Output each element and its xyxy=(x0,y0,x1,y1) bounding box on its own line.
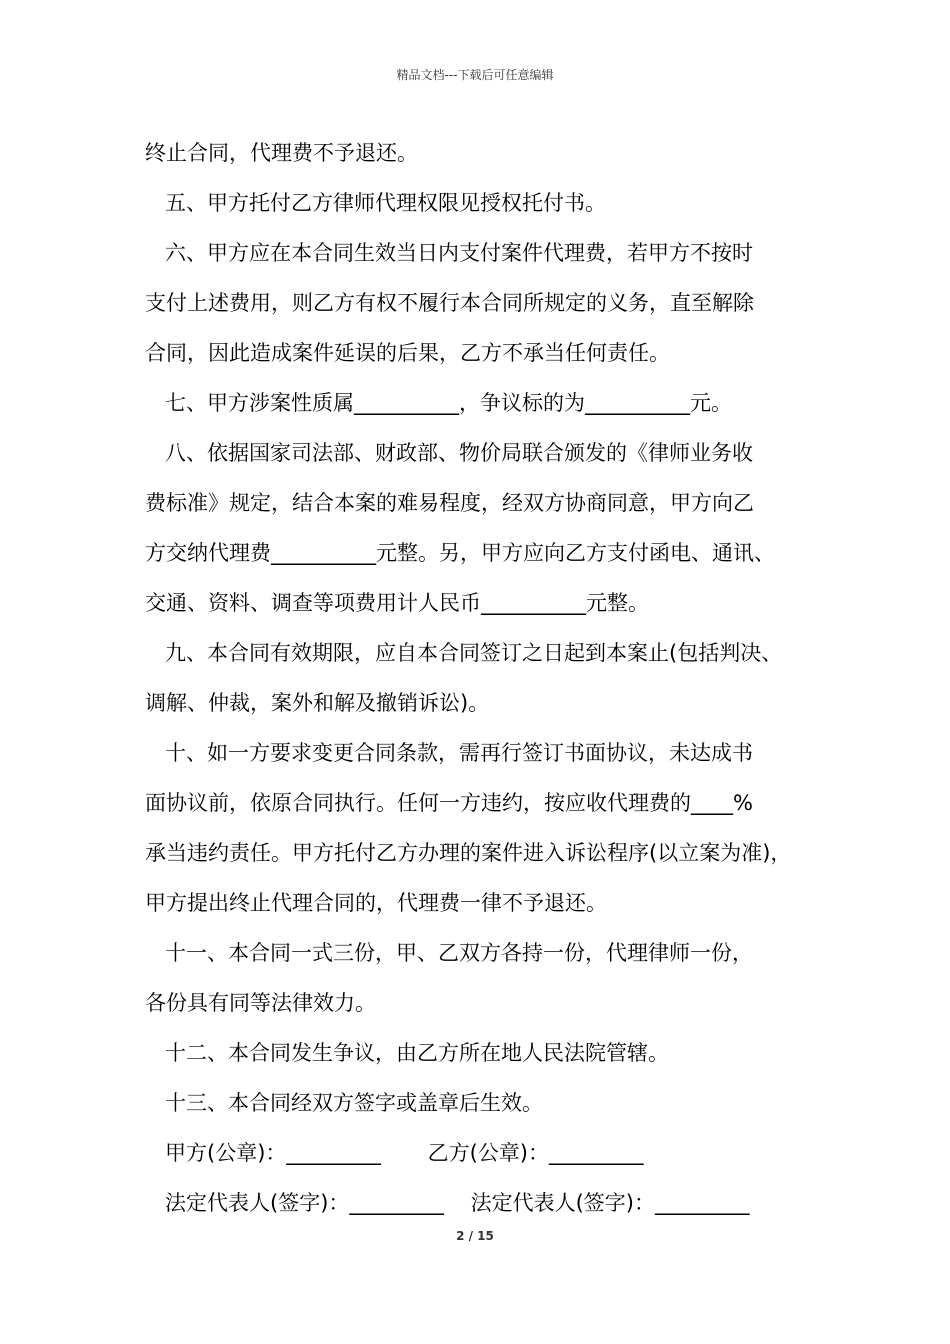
text-line: 面协议前，依原合同执行。任何一方违约，按应收代理费的____% xyxy=(145,791,753,815)
text-line: 费标准》规定，结合本案的难易程度，经双方协商同意，甲方向乙 xyxy=(145,491,754,515)
clause-13: 十三、本合同经双方签字或盖章后生效。 xyxy=(165,1091,543,1115)
signature-line-seal: 甲方(公章)：_________ 乙方(公章)：_________ xyxy=(165,1141,644,1165)
text-line: 承当违约责任。甲方托付乙方办理的案件进入诉讼程序(以立案为准)， xyxy=(145,841,792,865)
text-line: 支付上述费用，则乙方有权不履行本合同所规定的义务，直至解除 xyxy=(145,291,754,315)
clause-9: 九、本合同有效期限，应自本合同签订之日起到本案止(包括判决、 xyxy=(165,641,783,665)
clause-11: 十一、本合同一式三份，甲、乙双方各持一份，代理律师一份， xyxy=(165,941,753,965)
text-line: 终止合同，代理费不予退还。 xyxy=(145,141,418,165)
page-number: 2 / 15 xyxy=(456,1229,494,1243)
clause-8: 八、依据国家司法部、财政部、物价局联合颁发的《律师业务收 xyxy=(165,441,753,465)
text-line: 交通、资料、调查等项费用计人民币__________元整。 xyxy=(145,591,649,615)
page-header: 精品文档---下载后可任意编辑 xyxy=(396,68,554,82)
clause-12: 十二、本合同发生争议，由乙方所在地人民法院管辖。 xyxy=(165,1041,669,1065)
document-body xyxy=(145,128,825,1228)
clause-7: 七、甲方涉案性质属__________，争议标的为__________元。 xyxy=(165,391,732,415)
clause-6: 六、甲方应在本合同生效当日内支付案件代理费，若甲方不按时 xyxy=(165,241,753,265)
clause-10: 十、如一方要求变更合同条款，需再行签订书面协议，未达成书 xyxy=(165,741,753,765)
text-line: 甲方提出终止代理合同的，代理费一律不予退还。 xyxy=(145,891,607,915)
text-line: 各份具有同等法律效力。 xyxy=(145,991,376,1015)
signature-line-representative: 法定代表人(签字)：_________ 法定代表人(签字)：_________ xyxy=(165,1191,750,1215)
text-line: 方交纳代理费__________元整。另，甲方应向乙方支付函电、通讯、 xyxy=(145,541,775,565)
text-line: 调解、仲裁，案外和解及撤销诉讼)。 xyxy=(145,691,490,715)
clause-5: 五、甲方托付乙方律师代理权限见授权托付书。 xyxy=(165,191,606,215)
text-line: 合同，因此造成案件延误的后果，乙方不承当任何责任。 xyxy=(145,341,670,365)
